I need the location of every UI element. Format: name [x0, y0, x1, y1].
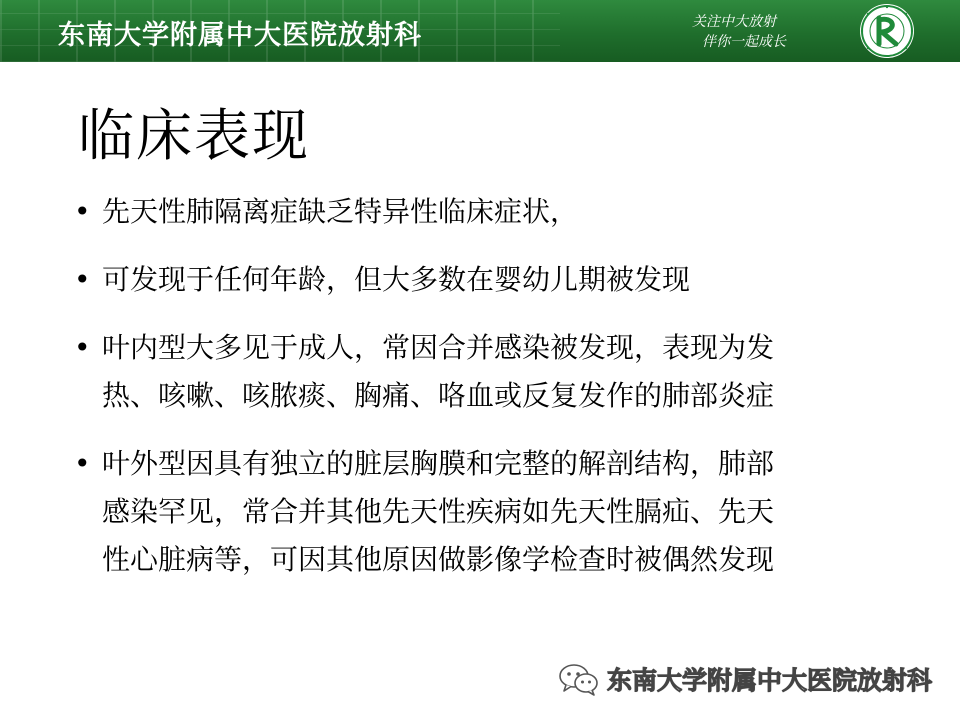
bullet-text-line: 可发现于任何年龄，但大多数在婴幼儿期被发现: [102, 263, 691, 296]
wechat-icon: [557, 661, 601, 697]
bullet-marker: •: [74, 195, 91, 228]
slide-title: 临床表现: [78, 104, 310, 169]
bullet-text-line: 先天性肺隔离症缺乏特异性临床症状，: [102, 195, 579, 228]
bullet-item: [74, 256, 904, 304]
bullet-marker: •: [74, 447, 91, 480]
bullet-marker: •: [74, 263, 91, 296]
bullet-text-line: 叶外型因具有独立的脏层胸膜和完整的解剖结构，肺部: [102, 447, 775, 480]
bullet-text-line: 热、咳嗽、咳脓痰、胸痛、咯血或反复发作的肺部炎症: [102, 379, 775, 412]
header-banner: [0, 0, 960, 62]
bullet-item: [74, 188, 904, 236]
bullet-item: [74, 440, 904, 584]
header-title: 东南大学附属中大医院放射科: [58, 20, 422, 51]
bullet-item: [74, 324, 904, 420]
bullet-list: [74, 188, 904, 604]
bullet-text-line: 叶内型大多见于成人，常因合并感染被发现，表现为发: [102, 331, 775, 364]
bullet-text-line: 感染罕见，常合并其他先天性疾病如先天性膈疝、先天: [102, 495, 775, 528]
slogan-line-2: 伴你一起成长: [702, 34, 786, 50]
bullet-marker: •: [74, 331, 91, 364]
watermark-text: 东南大学附属中大医院放射科: [606, 666, 932, 695]
header-slogan: [688, 12, 818, 52]
bullet-text-line: 性心脏病等，可因其他原因做影像学检查时被偶然发现: [102, 543, 775, 576]
slogan-line-1: 关注中大放射: [692, 14, 776, 30]
hospital-logo-icon: [844, 2, 930, 60]
watermark: [557, 660, 932, 698]
